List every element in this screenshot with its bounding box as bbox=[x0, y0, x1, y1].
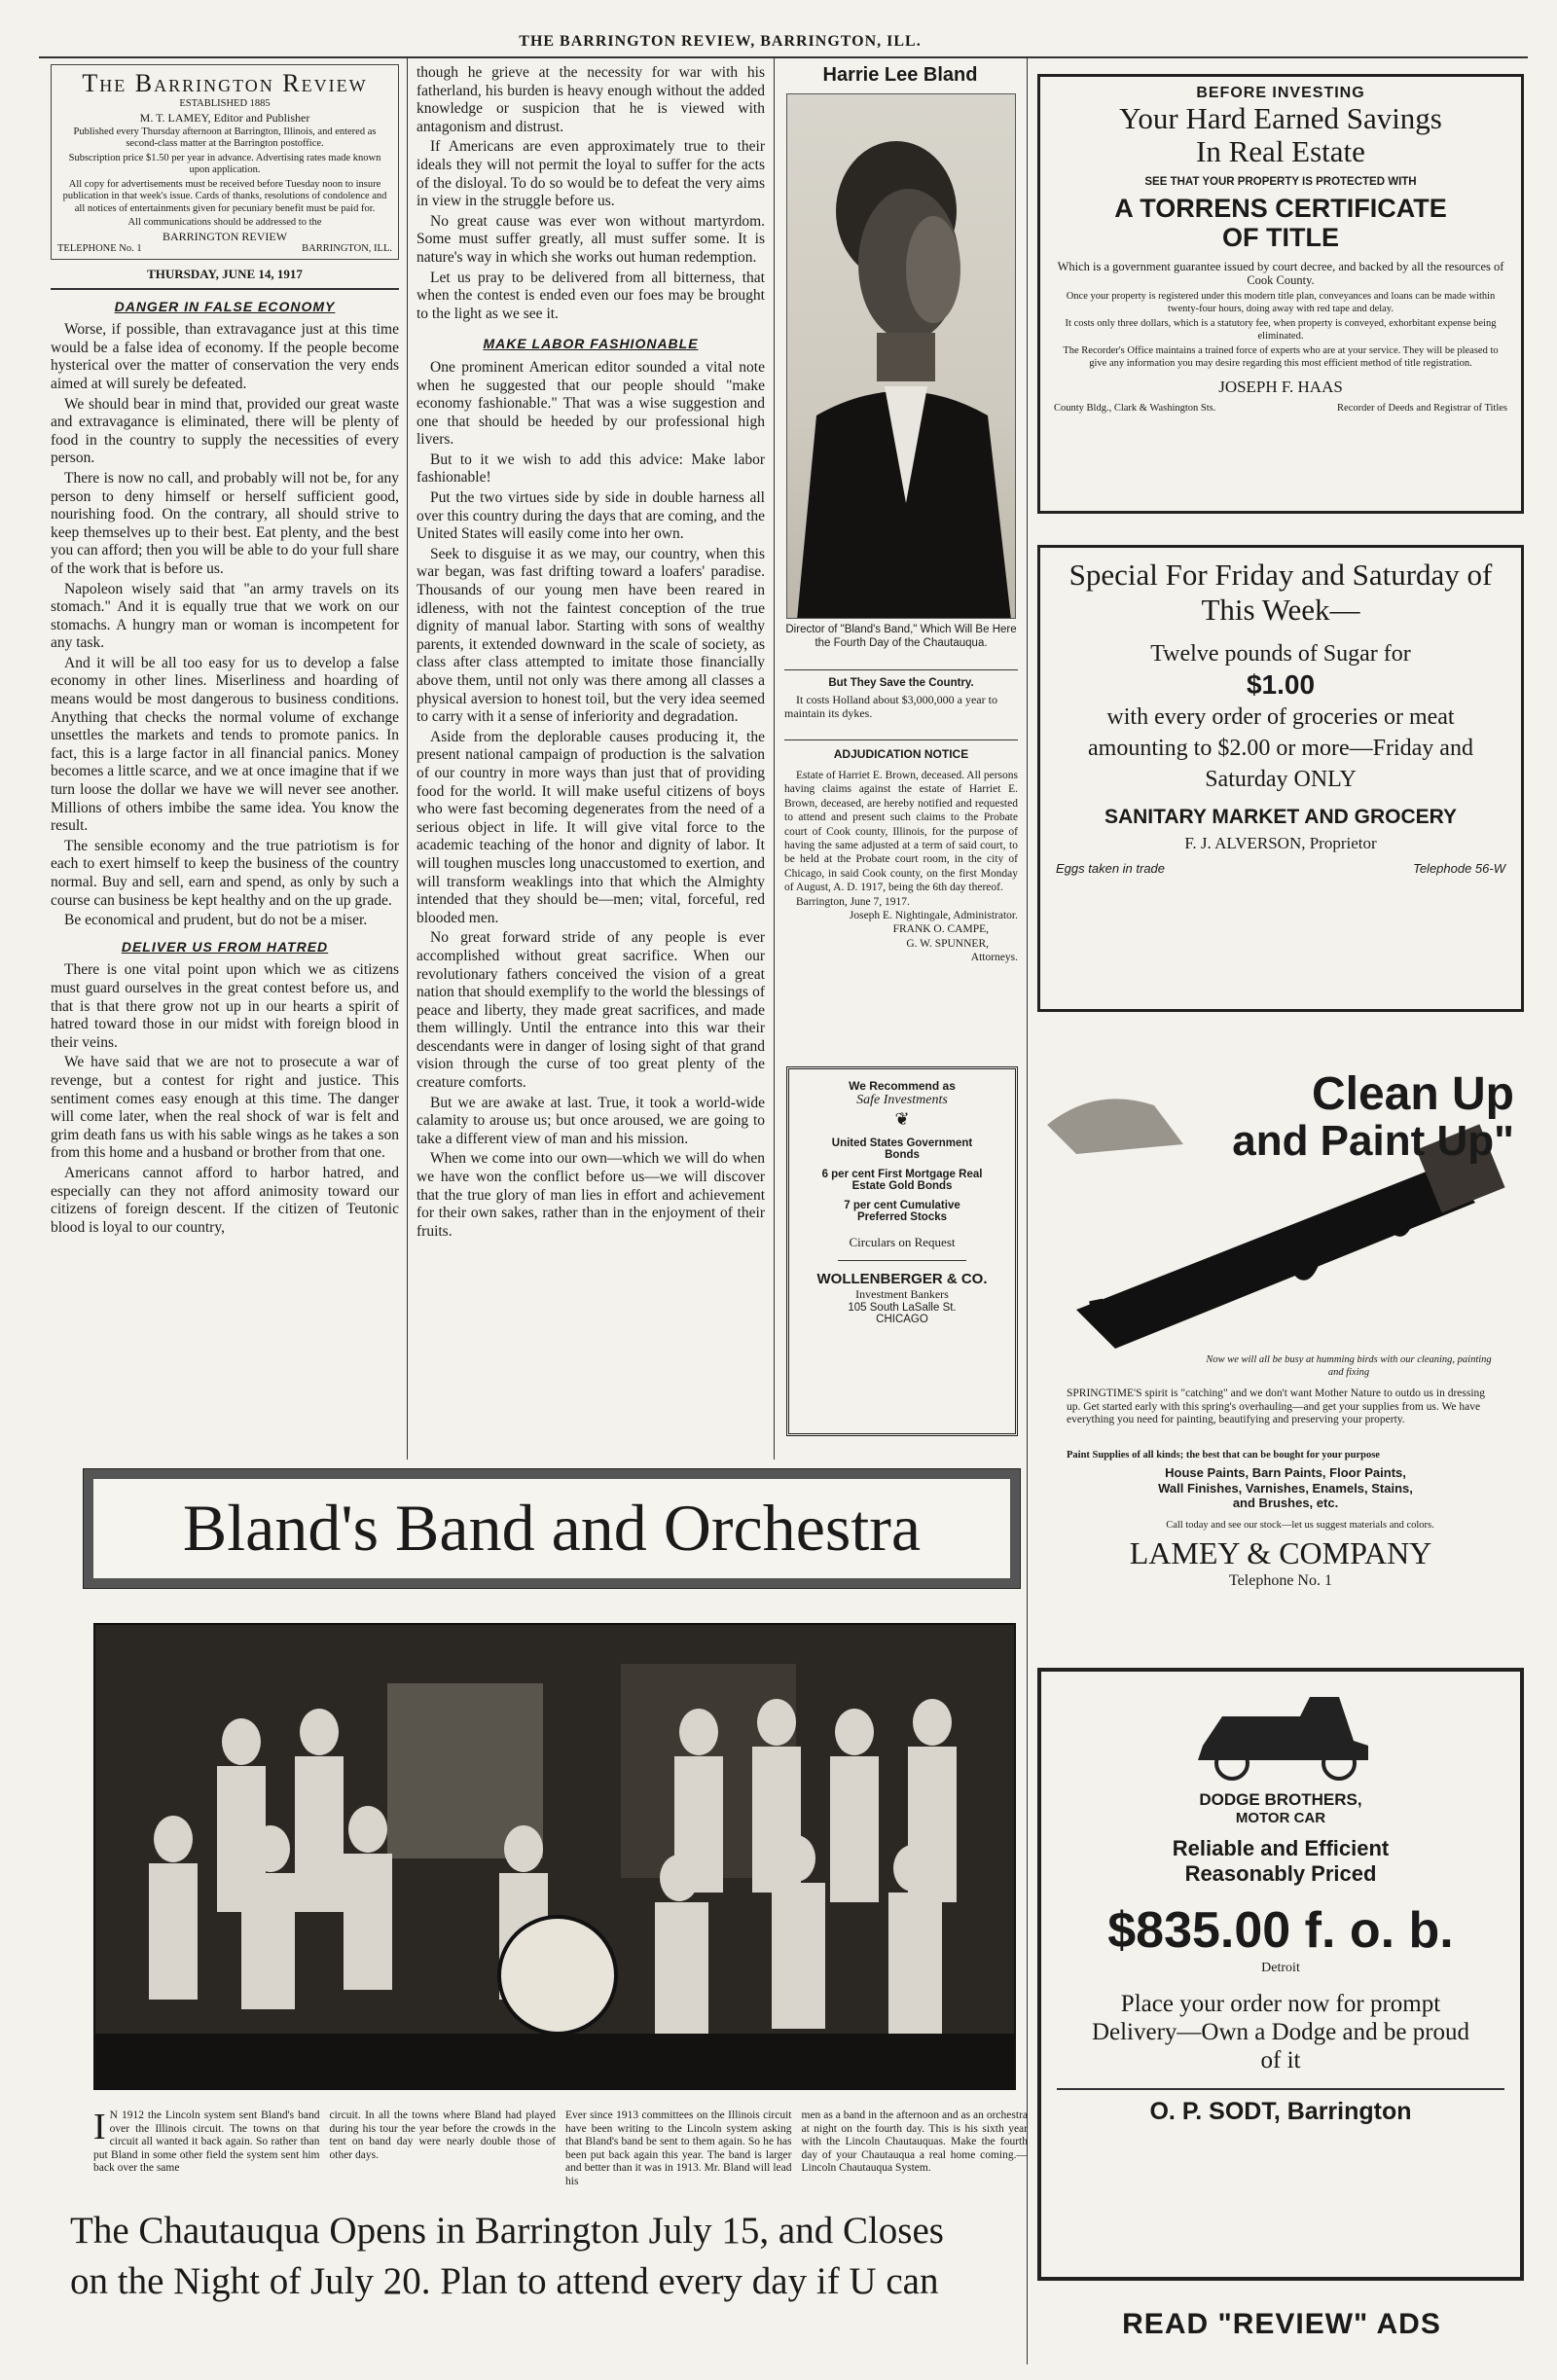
article1-paragraph: We should bear in mind that, provided our great waste and extravagance is eliminated, there will be plenty of food in the country to supply the necessities of every person. bbox=[51, 395, 399, 467]
article2-continued-paragraph: Let us pray to be delivered from all bitterness, that when the contest is ended even our foes may be brought to the light as we see it. bbox=[416, 269, 765, 322]
notice-attorneys-label: Attorneys. bbox=[970, 952, 1018, 964]
bank-ad-separator: ❦ bbox=[894, 1109, 910, 1129]
torrens-ad bbox=[1037, 74, 1524, 514]
article2-headline: DELIVER US FROM HATRED bbox=[121, 938, 329, 955]
market-telephone: Telephode 56-W bbox=[1413, 861, 1505, 876]
paint-phone: Telephone No. 1 bbox=[1229, 1572, 1332, 1589]
masthead-subscription: Subscription price $1.50 per year in advance. Advertising rates made known upon application. bbox=[68, 152, 381, 175]
article3-headline: MAKE LABOR FASHIONABLE bbox=[483, 336, 699, 352]
band-photo bbox=[93, 1623, 1016, 2090]
masthead-published: Published every Thursday afternoon at Barrington, Illinois, and entered as second-class matter at the Barrington postoffice. bbox=[73, 126, 377, 149]
torrens-line1: BEFORE INVESTING bbox=[1196, 85, 1365, 101]
notice-attorney: G. W. SPUNNER, bbox=[906, 937, 989, 950]
column-rule-2 bbox=[774, 58, 775, 1460]
paint-call: Call today and see our stock—let us suggest materials and colors. bbox=[1166, 1520, 1434, 1531]
paint-title1: Clean Up bbox=[1311, 1068, 1514, 1120]
masthead-address-name: BARRINGTON REVIEW bbox=[162, 229, 288, 243]
paint-title bbox=[1203, 1070, 1514, 1164]
dodge-brand: DODGE BROTHERS, bbox=[1199, 1790, 1362, 1809]
article1-paragraph: The sensible economy and the true patriotism is for each to exert himself to keep the business of the country normal. Buy and sell, earn and spend, as only by such a course can business be kept healthy and on the up grade. bbox=[51, 837, 399, 909]
torrens-address: County Bldg., Clark & Washington Sts. bbox=[1054, 403, 1216, 414]
paint-firm: LAMEY & COMPANY bbox=[1129, 1535, 1432, 1570]
chautauqua-banner-1: The Chautauqua Opens in Barrington July 15, and Closes bbox=[70, 2210, 944, 2252]
article3-paragraph: Put the two virtues side by side in double harness all over this country during the days that are coming, and the United States will easily come into her own. bbox=[416, 489, 765, 543]
article1-paragraph: Napoleon wisely said that "an army travels on its stomach." And it is equally true that we work on our stomachs. A hungry man or woman is incompetent for any task. bbox=[51, 580, 399, 652]
masthead-established: ESTABLISHED 1885 bbox=[179, 98, 271, 109]
torrens-body1: Which is a government guarantee issued by court decree, and backed by all the resources of Cook County. bbox=[1057, 260, 1504, 287]
torrens-office: Recorder of Deeds and Registrar of Titles bbox=[1337, 403, 1507, 414]
paint-supplies-head: Paint Supplies of all kinds; the best that can be bought for your purpose bbox=[1067, 1450, 1380, 1460]
torrens-body3: It costs only three dollars, which is a statutory fee, when property is conveyed, exhorbitant expense being eliminated. bbox=[1065, 318, 1497, 342]
article2-paragraph: Americans cannot afford to harbor hatred, and especially can they not afford animosity toward our citizens of foreign descent. If the citizen of Teutonic blood is loyal to our country, bbox=[51, 1164, 399, 1236]
dodge-brand2: MOTOR CAR bbox=[1235, 1810, 1326, 1826]
bank-ad-city: CHICAGO bbox=[876, 1314, 928, 1325]
article3-paragraph: Seek to disguise it as we may, our country, when this war began, was fast drifting toward a loafers' paradise. Thousands of our young men have been reared in idleness, with not the faintest conception of the true dignity of manual labor. Starting with sons of wealthy parents, it extended downward in the scale of society, as class after class attempted to imitate those financially above them, until not only was there among all classes a physical aversion to honest toil, but the very idea seemed to carry with it a sense of inferiority and degradation. bbox=[416, 545, 765, 726]
torrens-line2: Your Hard Earned Savings bbox=[1119, 101, 1442, 135]
article1-paragraph: And it will be all too easy for us to develop a false economy in other lines. Miserliness and hoarding of means would be most dangerous to business conditions. Anything that checks the normal volume of exchange unsettles the markets and tends to promote panics. In fact, this is a large factor in all financial panics. Money becomes a little scarce, and we at once imagine that if we turn loose the dollar we have we will never see another. Millions of others imbibe the same idea. You know the result. bbox=[51, 654, 399, 835]
bank-ad-address: 105 South LaSalle St. bbox=[848, 1302, 957, 1314]
masthead-address-note: All communications should be addressed to the bbox=[127, 217, 322, 228]
article1-paragraph: There is now no call, and probably will not be, for any person to deny himself or herself sufficient good, nourishing food. On the contrary, all should strive to keep themselves up to their best. Eat plenty, and the best you can afford; then you will be able to do your full share of the work that is before us. bbox=[51, 469, 399, 577]
article1-paragraph: Be economical and prudent, but do not be a miser. bbox=[64, 912, 368, 929]
rule-squib bbox=[784, 739, 1018, 740]
portrait-caption: Director of "Bland's Band," Which Will Be Here the Fourth Day of the Chautauqua. bbox=[785, 624, 1017, 649]
band-caption-column bbox=[565, 2110, 792, 2215]
band-caption-dropcap: I bbox=[93, 2110, 106, 2147]
article3-paragraph: But to it we wish to add this advice: Make labor fashionable! bbox=[416, 451, 765, 487]
band-caption-column bbox=[93, 2110, 320, 2215]
rule-portrait bbox=[784, 669, 1018, 670]
portrait-photo bbox=[786, 93, 1016, 619]
column-2 bbox=[416, 64, 765, 1456]
notice-attorney: FRANK O. CAMPE, bbox=[892, 923, 989, 936]
bank-ad-rule bbox=[838, 1260, 966, 1261]
torrens-line3: In Real Estate bbox=[1196, 134, 1365, 168]
band-caption-column bbox=[802, 2110, 1029, 2215]
band-caption-text: circuit. In all the towns where Bland had played during his tour the year before the crowds in the tent on band day were nearly double those of other days. bbox=[329, 2110, 556, 2161]
band-title: Bland's Band and Orchestra bbox=[182, 1491, 922, 1565]
band-photo-figures bbox=[95, 1625, 1016, 2090]
chautauqua-banner-2: on the Night of July 20. Plan to attend every day if U can bbox=[70, 2260, 939, 2302]
article2-continued-paragraph: If Americans are even approximately true to their ideals they will not permit the loyal to suffer for the acts of the disloyal. To do so would be to defeat the very aims in view in the struggle before us. bbox=[416, 138, 765, 210]
paint-body: SPRINGTIME'S spirit is "catching" and we don't want Mother Nature to outdo us in dressing up. Get started early with this spring's overhauling—and get your supplies from us. We have everything you need for painting, beautifying and preserving your property. bbox=[1067, 1388, 1486, 1425]
torrens-line5: A TORRENS CERTIFICATE bbox=[1114, 194, 1447, 223]
bank-ad-firm-desc: Investment Bankers bbox=[855, 1287, 949, 1301]
market-footer bbox=[1056, 861, 1505, 876]
band-title-frame bbox=[84, 1469, 1020, 1588]
torrens-body4: The Recorder's Office maintains a trained force of experts who are at your service. They will be pleased to give any information you may desire regarding this most efficient method of title registration. bbox=[1063, 345, 1499, 369]
article3-paragraph: When we come into our own—which we will do when we have won the conflict before us—we will discover that the true glory of man lies in effort and achievement for their own sakes, rather than in the enjoyment of their fruits. bbox=[416, 1150, 765, 1240]
article3-body bbox=[416, 359, 765, 1242]
notice-head: ADJUDICATION NOTICE bbox=[833, 747, 969, 761]
torrens-name: JOSEPH F. HAAS bbox=[1218, 378, 1343, 396]
squib-head: But They Save the Country. bbox=[828, 677, 974, 689]
notice-body: Estate of Harriet E. Brown, deceased. All persons having claims against the estate of Harriet E. Brown, deceased, are hereby notified and requested to attend and present such claims to the Probate court of Cook county, Illinois, for the purpose of having the same adjusted at a term of said court, to be held at the Probate court room, in the city of Chicago, in said Cook county, on the first Monday of August, A. D. 1917, being the 6th day thereof. bbox=[784, 770, 1019, 894]
running-head: THE BARRINGTON REVIEW, BARRINGTON, ILL. bbox=[519, 33, 922, 50]
article2-continued-paragraph: though he grieve at the necessity for war with his fatherland, his burden is heavy enough without the added knowledge or suspicion that he is viewed with antagonism and distrust. bbox=[416, 64, 765, 135]
masthead bbox=[51, 64, 399, 260]
article1-paragraph: Worse, if possible, than extravagance just at this time would be a false idea of economy. If the people become hysterical over the matter of conservation the very ends aimed at will surely be defeated. bbox=[51, 321, 399, 392]
masthead-editor: M. T. LAMEY, Editor and Publisher bbox=[139, 110, 310, 125]
masthead-contact bbox=[57, 243, 392, 256]
dodge-price: $835.00 f. o. b. bbox=[1107, 1902, 1454, 1959]
notice-administrator: Joseph E. Nightingale, Administrator. bbox=[849, 910, 1018, 922]
market-line1: Special For Friday and Saturday of This Week— bbox=[1068, 558, 1493, 627]
dodge-dealer: O. P. SODT, Barrington bbox=[1149, 2098, 1412, 2125]
paint-ad bbox=[1037, 1066, 1524, 1631]
article2-paragraph: There is one vital point upon which we as citizens must guard ourselves in the great contest before us, and that is that there grow not up in our hearts a spirit of hatred toward those in our midst with foreign blood in their veins. bbox=[51, 961, 399, 1051]
notice-block bbox=[784, 769, 1018, 965]
bank-ad-circulars: Circulars on Request bbox=[849, 1235, 956, 1249]
dodge-ad bbox=[1037, 1668, 1524, 2281]
article3-paragraph: One prominent American editor sounded a vital note when he suggested that our people should "make economy fashionable." That was a wise suggestion and one that should be heeded by our professional high livers. bbox=[416, 358, 765, 449]
market-name: SANITARY MARKET AND GROCERY bbox=[1104, 806, 1458, 828]
article2-paragraph: We have said that we are not to prosecute a war of revenge, but a contest for right and justice. This sentiment comes easy enough at this time. The danger will come later, when the real shock of war is felt and grim death fans us with his sable wings as he takes a son from this home and a husband or brother from that one. bbox=[51, 1054, 399, 1162]
torrens-body2: Once your property is registered under this modern title plan, conveyances and loans can be made within twenty-four hours, doing away with red tape and delay. bbox=[1066, 291, 1496, 314]
article2-continued bbox=[416, 64, 765, 323]
article1-body bbox=[51, 321, 399, 930]
band-caption-column bbox=[330, 2110, 557, 2215]
article3-paragraph: No great forward stride of any people is ever accomplished without great sacrifice. When our revolutionary fathers conceived the vision of a great nation that should exemplify to the world the blessings of peace and liberty, they made great sacrifices, and made them willingly. Until the entrance into this war their descendants were in danger of losing sight of that grand vision through the curse of too great plenty of the creature comforts. bbox=[416, 929, 765, 1092]
market-owner: F. J. ALVERSON, Proprietor bbox=[1184, 834, 1377, 852]
article2-continued-paragraph: No great cause was ever won without martyrdom. Some must suffer greatly, all must suffer some. It is nature's way in which she works out human redemption. bbox=[416, 212, 765, 266]
issue-date: THURSDAY, JUNE 14, 1917 bbox=[51, 266, 399, 290]
market-line2: Twelve pounds of Sugar for bbox=[1150, 641, 1411, 667]
article2-body bbox=[51, 961, 399, 1237]
bank-ad-item: United States Government Bonds bbox=[831, 1137, 973, 1161]
band-caption-text: Ever since 1913 committees on the Illinois circuit have been writing to the Lincoln system asking that Bland's band be sent to them again. So he has been put back again this year. The band is larger and better than it was in 1913. Mr. Bland will lead his bbox=[565, 2110, 792, 2187]
masthead-telephone: TELEPHONE No. 1 bbox=[57, 242, 142, 254]
masthead-title: The Barrington Review bbox=[82, 69, 368, 97]
top-rule bbox=[39, 56, 1528, 58]
car-illustration bbox=[1183, 1687, 1378, 1785]
bank-ad-intro2: Safe Investments bbox=[856, 1093, 948, 1107]
column-rule-3 bbox=[1027, 58, 1028, 2364]
column-1 bbox=[51, 64, 399, 1456]
bank-ad bbox=[786, 1066, 1018, 1436]
band-caption bbox=[93, 2110, 1028, 2215]
band-caption-text: N 1912 the Lincoln system sent Bland's band over the Illinois circuit. The towns on that circuit all wanted it back again. So rather than put Bland in some other field the system sent him back over the same bbox=[93, 2110, 320, 2175]
market-price: $1.00 bbox=[1246, 669, 1316, 700]
market-eggs: Eggs taken in trade bbox=[1056, 861, 1166, 876]
squib-body: It costs Holland about $3,000,000 a year to maintain its dykes. bbox=[784, 693, 997, 720]
bank-ad-item: 7 per cent Cumulative Preferred Stocks bbox=[844, 1200, 960, 1223]
paint-title2: and Paint Up" bbox=[1232, 1117, 1514, 1165]
article3-paragraph: Aside from the deplorable causes producing it, the present national campaign of production is the salvation of our country in more ways than just that of providing food for the world. It will make useful citizens of boys who were fast becoming degenerates from the need of a serious object in life. It will give vital force to the academic teaching of the honor and dignity of labor. It will toughen muscles long unaccustomed to exertion, and will transform weaklings into that which the Almighty intended that they should be—men; vital, forceful, red blooded men. bbox=[416, 728, 765, 926]
torrens-line4: SEE THAT YOUR PROPERTY IS PROTECTED WITH bbox=[1144, 176, 1417, 188]
dodge-line2: Reasonably Priced bbox=[1184, 1861, 1377, 1886]
bank-ad-intro: We Recommend as bbox=[849, 1079, 956, 1093]
market-line3: with every order of groceries or meat amounting to $2.00 or more—Friday and Saturday ONLY bbox=[1088, 704, 1473, 792]
column-rule-1 bbox=[407, 58, 408, 1460]
torrens-line6: OF TITLE bbox=[1222, 223, 1339, 252]
portrait-title: Harrie Lee Bland bbox=[822, 64, 978, 86]
masthead-copy-note: All copy for advertisements must be received before Tuesday noon to insure publication in that week's issue. Cards of thanks, resolutions of condolence and all notices of entertainments given for pecuniary benefit must be paid for. bbox=[62, 178, 387, 214]
band-caption-text: men as a band in the afternoon and as an orchestra at night on the fourth day. This is his sixth year with the Lincoln Chautauquas. Make the fourth day of your Chautauqua a real home coming.—Lincoln Chautauqua System. bbox=[801, 2110, 1028, 2175]
notice-date: Barrington, June 7, 1917. bbox=[796, 895, 910, 908]
dodge-line1: Reliable and Efficient bbox=[1172, 1836, 1390, 1860]
article1-headline: DANGER IN FALSE ECONOMY bbox=[114, 298, 336, 314]
read-review-ads: READ "REVIEW" ADS bbox=[1122, 2308, 1441, 2340]
bank-ad-firm: WOLLENBERGER & CO. bbox=[816, 1271, 988, 1287]
masthead-city: BARRINGTON, ILL. bbox=[302, 242, 392, 254]
dodge-rule bbox=[1057, 2088, 1504, 2090]
market-ad bbox=[1037, 545, 1524, 1012]
article3-paragraph: But we are awake at last. True, it took a world-wide calamity to arouse us; but once aroused, we are going to take a different view of man and his mission. bbox=[416, 1094, 765, 1147]
paint-supplies: House Paints, Barn Paints, Floor Paints, Wall Finishes, Varnishes, Enamels, Stains, and Brushes, etc. bbox=[1158, 1465, 1413, 1510]
dodge-city: Detroit bbox=[1261, 1961, 1300, 1975]
bank-ad-item: 6 per cent First Mortgage Real Estate Gold Bonds bbox=[821, 1169, 983, 1192]
paint-tagline: Now we will all be busy at humming birds with our cleaning, painting and fixing bbox=[1206, 1354, 1492, 1378]
torrens-addresses bbox=[1054, 403, 1507, 415]
portrait-figure bbox=[787, 94, 1016, 619]
dodge-body: Place your order now for prompt Delivery—Own a Dodge and be proud of it bbox=[1091, 1991, 1470, 2073]
